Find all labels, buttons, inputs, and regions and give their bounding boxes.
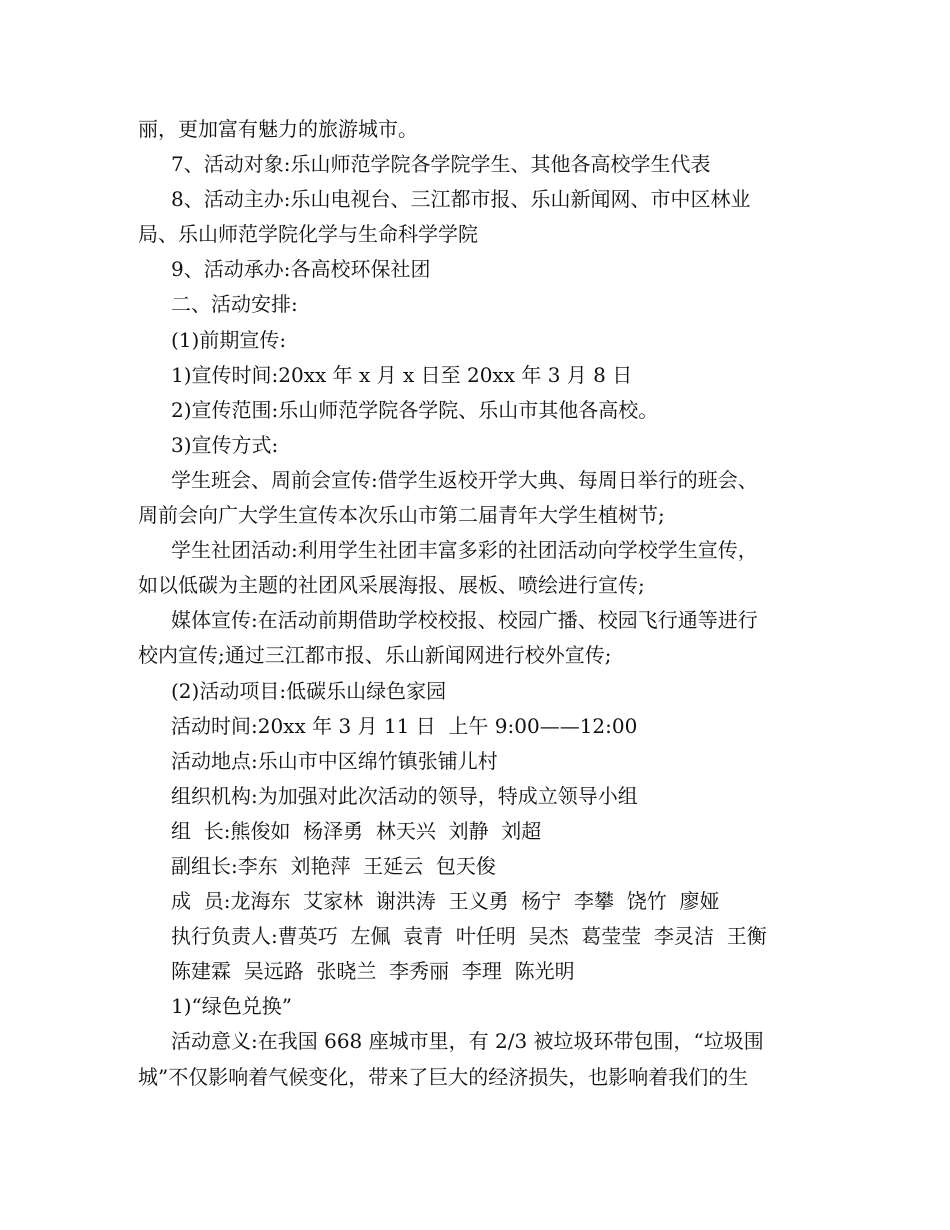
text-line: 2)宣传范围:乐山师范学院各学院、乐山市其他各高校。 bbox=[171, 397, 659, 422]
text-line: 1)宣传时间:20xx 年 x 月 x 日至 20xx 年 3 月 8 日 bbox=[171, 362, 633, 387]
subsection-heading: (2)活动项目:低碳乐山绿色家园 bbox=[171, 678, 447, 703]
text-line: 活动时间:20xx 年 3 月 11 日 上午 9:00——12:00 bbox=[171, 713, 638, 738]
text-line: 组织机构:为加强对此次活动的领导，特成立领导小组 bbox=[171, 783, 638, 808]
text-line: 副组长:李东 刘艳萍 王延云 包天俊 bbox=[171, 853, 496, 878]
text-line: 9、活动承办:各高校环保社团 bbox=[171, 257, 431, 282]
text-line: 8、活动主办:乐山电视台、三江都市报、乐山新闻网、市中区林业 bbox=[171, 187, 751, 212]
text-line: 组 长:熊俊如 杨泽勇 林天兴 刘静 刘超 bbox=[171, 818, 542, 843]
text-line: 媒体宣传:在活动前期借助学校校报、校园广播、校园飞行通等进行 bbox=[171, 608, 758, 633]
text-line: 周前会向广大学生宣传本次乐山市第二届青年大学生植树节; bbox=[138, 503, 665, 528]
section-heading: 二、活动安排: bbox=[171, 292, 298, 317]
text-line: 陈建霖 吴远路 张晓兰 李秀丽 李理 陈光明 bbox=[171, 959, 575, 984]
text-line: 7、活动对象:乐山师范学院各学院学生、其他各高校学生代表 bbox=[171, 152, 711, 177]
text-line: 如以低碳为主题的社团风采展海报、展板、喷绘进行宣传; bbox=[138, 573, 645, 598]
text-line: 丽，更加富有魅力的旅游城市。 bbox=[138, 117, 418, 141]
text-line: 校内宣传;通过三江都市报、乐山新闻网进行校外宣传; bbox=[138, 643, 612, 668]
text-line: 局、乐山师范学院化学与生命科学学院 bbox=[138, 222, 478, 247]
text-line: 学生社团活动:利用学生社团丰富多彩的社团活动向学校学生宣传， bbox=[171, 538, 758, 563]
text-line: 执行负责人:曹英巧 左佩 袁青 叶任明 吴杰 葛莹莹 李灵洁 王衡 bbox=[171, 924, 767, 949]
text-line: 活动意义:在我国 668 座城市里，有 2/3 被垃圾环带包围，“垃圾围 bbox=[171, 1029, 764, 1054]
subsection-heading: (1)前期宣传: bbox=[171, 327, 287, 352]
body-text bbox=[138, 112, 822, 1095]
text-line: 城”不仅影响着气候变化，带来了巨大的经济损失，也影响着我们的生 bbox=[138, 1064, 749, 1089]
text-line: 成 员:龙海东 艾家林 谢洪涛 王义勇 杨宁 李攀 饶竹 廖娅 bbox=[171, 889, 720, 914]
text-line: 活动地点:乐山市中区绵竹镇张铺儿村 bbox=[171, 748, 498, 773]
text-line: 学生班会、周前会宣传:借学生返校开学大典、每周日举行的班会、 bbox=[171, 467, 758, 492]
subsection-heading: 1)“绿色兑换” bbox=[171, 994, 292, 1019]
text-line: 3)宣传方式: bbox=[171, 432, 279, 457]
